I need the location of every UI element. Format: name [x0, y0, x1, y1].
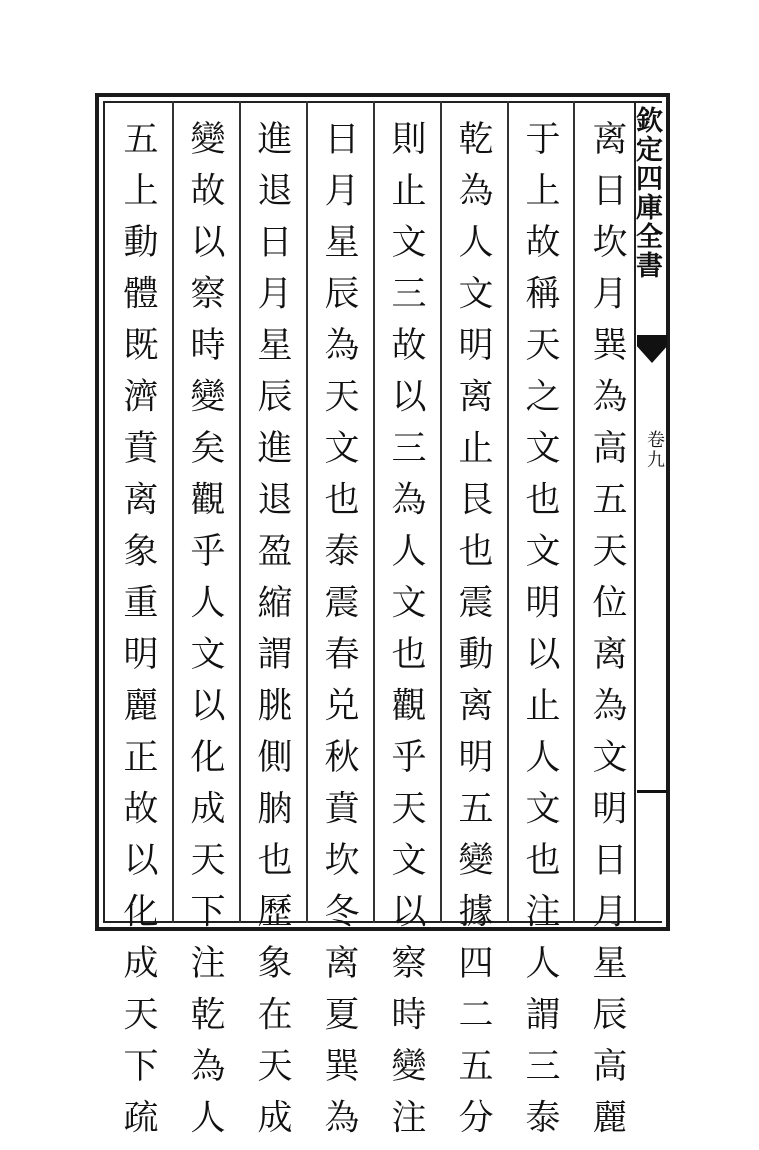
book-title: 欽定四庫全書 [631, 106, 662, 280]
text-column-3 [442, 120, 504, 1150]
text-column-6 [241, 120, 303, 1150]
text-column-8 [107, 120, 169, 1150]
column-text: 离日坎月巽為高五天位离為文明日月星辰高麗 [587, 120, 627, 1150]
column-text: 則止文三故以三為人文也觀乎天文以察時變注 [386, 120, 426, 1150]
column-text: 于上故稱天之文也文明以止人文也注人謂三泰 [520, 120, 560, 1150]
volume-label: 卷九 [644, 430, 665, 470]
column-text: 五上動體既濟賁离象重明麗正故以化成天下疏 [118, 120, 158, 1150]
fold-divider [637, 790, 667, 793]
column-text: 變故以察時變矣觀乎人文以化成天下注乾為人 [185, 120, 225, 1150]
column-text: 進退日月星辰進退盈縮謂朓側朒也歷象在天成 [252, 120, 292, 1150]
text-column-5 [308, 120, 370, 1150]
text-column-4 [375, 120, 437, 1150]
inner-rule-left [103, 101, 105, 923]
column-text: 日月星辰為天文也泰震春兑秋賁坎冬离夏巽為 [319, 120, 359, 1150]
inner-rule-top [103, 101, 662, 103]
text-column-7 [174, 120, 236, 1150]
column-text: 乾為人文明离止艮也震動离明五變據四二五分 [453, 120, 493, 1150]
text-column-2 [509, 120, 571, 1150]
column-rule [573, 101, 575, 923]
